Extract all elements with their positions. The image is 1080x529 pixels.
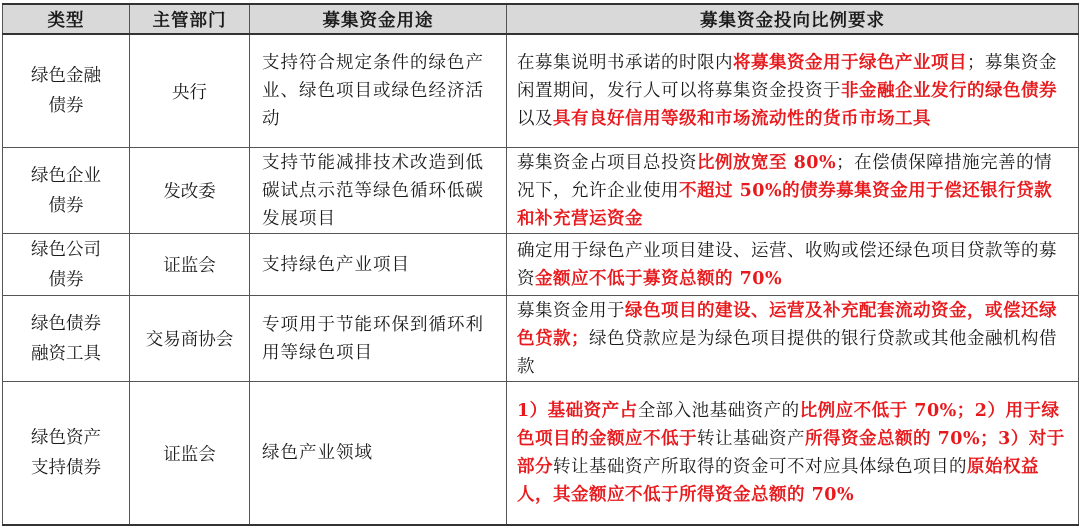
header-req: 募集资金投向比例要求 (507, 4, 1079, 34)
type-line: 债券 (48, 195, 84, 216)
type-line: 绿色金融 (31, 66, 101, 87)
table-row (3, 34, 1079, 148)
plain-text: 在募集说明书承诺的时限内 (517, 53, 733, 74)
highlight-text: 原始权益人，其金额应不低于所得资金总额的 70% (517, 457, 1039, 506)
header-use: 募集资金用途 (250, 4, 507, 34)
plain-text: 募集资金用于 (517, 300, 625, 321)
highlight-text: 绿色项目的建设、运营及补充配套流动资金，或偿还绿色贷款； (517, 300, 1057, 349)
highlight-text: 非金融企业发行的绿色债券 (841, 81, 1057, 102)
table-row (3, 382, 1079, 525)
table-row (3, 234, 1079, 296)
header-dept: 主管部门 (130, 4, 250, 34)
plain-text: 全部入池基础资产的 (637, 401, 800, 422)
cell-use: 支持绿色产业项目 (250, 234, 507, 296)
plain-text: 以及 (517, 109, 553, 130)
cell-type (3, 382, 130, 525)
cell-use: 支持节能减排技术改造到低碳试点示范等绿色循环低碳发展项目 (250, 148, 507, 234)
highlight-text: 所得资金总额的 70%；3）对于部分 (517, 429, 1065, 478)
highlight-text: 2）用于绿色项目的金额应不低于 (517, 401, 1060, 450)
cell-dept: 央行 (130, 34, 250, 148)
highlight-text: 具有良好信用等级和市场流动性的货币市场工具 (553, 109, 931, 130)
type-line: 绿色公司 (31, 239, 101, 260)
cell-req (507, 382, 1079, 525)
cell-dept: 交易商协会 (130, 296, 250, 382)
cell-dept: 证监会 (130, 234, 250, 296)
green-bond-comparison-table (2, 3, 1079, 526)
plain-text: 募集资金占项目总投资 (517, 152, 697, 173)
cell-use: 专项用于节能环保到循环利用等绿色项目 (250, 296, 507, 382)
type-line: 支持债券 (31, 458, 101, 479)
plain-text: 转让基础资产所取得的资金可不对应具体绿色项目的 (553, 457, 967, 478)
plain-text: ；募集资金闲置期间，发行人可以将募集资金投资于 (517, 53, 1057, 102)
plain-text: 确定用于绿色产业项目建设、运营、收购或偿还绿色项目贷款等的募资 (517, 240, 1057, 289)
table-body (3, 34, 1079, 525)
plain-text: ；在偿债保障措施完善的情况下，允许企业使用 (517, 152, 1053, 201)
table-row (3, 148, 1079, 234)
cell-req (507, 148, 1079, 234)
type-line: 融资工具 (31, 343, 101, 364)
highlight-text: 将募集资金用于绿色产业项目 (733, 53, 967, 74)
header-type: 类型 (3, 4, 130, 34)
table-row (3, 296, 1079, 382)
cell-dept: 证监会 (130, 382, 250, 525)
highlight-text: 比例放宽至 80% (697, 152, 837, 173)
type-line: 债券 (48, 96, 84, 117)
header-row (3, 4, 1079, 34)
highlight-text: 比例应不低于 70%； (799, 401, 975, 422)
type-line: 绿色债券 (31, 313, 101, 334)
type-line: 债券 (48, 269, 84, 290)
cell-type (3, 148, 130, 234)
cell-req (507, 296, 1079, 382)
highlight-text: 1）基础资产占 (517, 401, 638, 422)
highlight-text: 不超过 50%的债券募集资金用于偿还银行贷款和补充营运资金 (517, 180, 1053, 229)
plain-text: 绿色贷款应是为绿色项目提供的银行贷款或其他金融机构借款 (517, 328, 1057, 377)
plain-text: 转让基础资产 (697, 429, 805, 450)
type-line: 绿色企业 (31, 165, 101, 186)
highlight-text: 金额应不低于募资总额的 70% (535, 268, 783, 289)
type-line: 绿色资产 (31, 428, 101, 449)
cell-dept: 发改委 (130, 148, 250, 234)
cell-req (507, 234, 1079, 296)
cell-use: 支持符合规定条件的绿色产业、绿色项目或绿色经济活动 (250, 34, 507, 148)
cell-req (507, 34, 1079, 148)
cell-type (3, 234, 130, 296)
cell-use: 绿色产业领域 (250, 382, 507, 525)
cell-type (3, 34, 130, 148)
cell-type (3, 296, 130, 382)
